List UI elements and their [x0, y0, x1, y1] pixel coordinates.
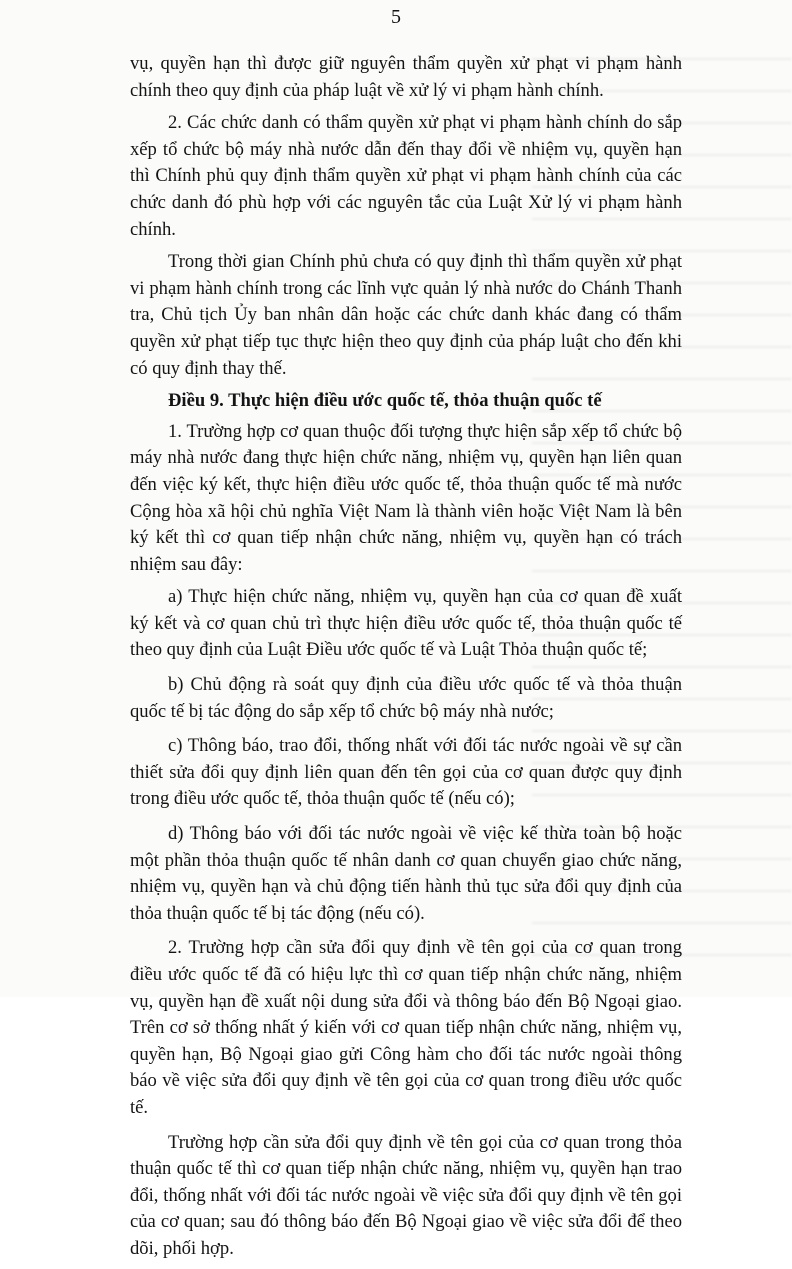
list-item-c: c) Thông báo, trao đổi, thống nhất với đối tác nước ngoài về sự cần thiết sửa đổi quy định liên quan đến tên gọi của cơ quan được quy định trong điều ước quốc tế, thỏa thuận quốc tế (nếu có);: [130, 735, 682, 810]
paragraph-article-9-clause-2: 2. Trường hợp cần sửa đổi quy định về tên gọi của cơ quan trong điều ước quốc tế đã có hiệu lực thì cơ quan tiếp nhận chức năng, nhiệm vụ, quyền hạn đề xuất nội dung sửa đổi và thông báo đến Bộ Ngoại giao. Trên cơ sở thống nhất ý kiến với cơ quan tiếp nhận chức năng, nhiệm vụ, quyền hạn, Bộ Ngoại giao gửi Công hàm cho đối tác nước ngoài thông báo về việc sửa đổi quy định về tên gọi của cơ quan trong điều ước quốc tế.: [130, 937, 682, 1118]
article-9-heading: Điều 9. Thực hiện điều ước quốc tế, thỏa thuận quốc tế: [168, 390, 602, 412]
paragraph-article-9-clause-1: 1. Trường hợp cơ quan thuộc đối tượng thực hiện sắp xếp tổ chức bộ máy nhà nước đang thực hiện chức năng, nhiệm vụ, quyền hạn liên quan đến việc ký kết, thực hiện điều ước quốc tế, thỏa thuận quốc tế mà nước Cộng hòa xã hội chủ nghĩa Việt Nam là thành viên hoặc Việt Nam là bên ký kết thì cơ quan tiếp nhận chức năng, nhiệm vụ, quyền hạn có trách nhiệm sau đây:: [130, 420, 682, 575]
list-item-b: b) Chủ động rà soát quy định của điều ước quốc tế và thỏa thuận quốc tế bị tác động do sắp xếp tổ chức bộ máy nhà nước;: [130, 674, 682, 722]
paragraph-continuation: vụ, quyền hạn thì được giữ nguyên thẩm quyền xử phạt vi phạm hành chính theo quy định của pháp luật về xử lý vi phạm hành chính.: [130, 53, 682, 101]
page-number: 5: [391, 6, 401, 28]
paragraph-transition: Trong thời gian Chính phủ chưa có quy định thì thẩm quyền xử phạt vi phạm hành chính trong các lĩnh vực quản lý nhà nước do Chánh Thanh tra, Chủ tịch Ủy ban nhân dân hoặc các chức danh khác đang có thẩm quyền xử phạt tiếp tục thực hiện theo quy định của pháp luật cho đến khi có quy định thay thế.: [130, 251, 682, 379]
list-item-d: d) Thông báo với đối tác nước ngoài về việc kế thừa toàn bộ hoặc một phần thỏa thuận quốc tế nhân danh cơ quan chuyển giao chức năng, nhiệm vụ, quyền hạn và chủ động tiến hành thủ tục sửa đổi quy định của thỏa thuận quốc tế bị tác động (nếu có).: [130, 823, 682, 924]
document-body: [130, 51, 682, 1269]
paragraph-clause-2: 2. Các chức danh có thẩm quyền xử phạt vi phạm hành chính do sắp xếp tổ chức bộ máy nhà nước dẫn đến thay đổi về nhiệm vụ, quyền hạn thì Chính phủ quy định thẩm quyền xử phạt vi phạm hành chính của các chức danh đó phù hợp với các nguyên tắc của Luật Xử lý vi phạm hành chính.: [130, 112, 682, 240]
list-item-a: a) Thực hiện chức năng, nhiệm vụ, quyền hạn của cơ quan đề xuất ký kết và cơ quan chủ trì thực hiện điều ước quốc tế, thỏa thuận quốc tế theo quy định của Luật Điều ước quốc tế và Luật Thỏa thuận quốc tế;: [130, 586, 682, 661]
paragraph-agreement-rename: Trường hợp cần sửa đổi quy định về tên gọi của cơ quan trong thỏa thuận quốc tế thì cơ quan tiếp nhận chức năng, nhiệm vụ, quyền hạn trao đổi, thống nhất với đối tác nước ngoài về việc sửa đổi quy định về tên gọi của cơ quan; sau đó thông báo đến Bộ Ngoại giao về việc sửa đổi để theo dõi, phối hợp.: [130, 1131, 682, 1259]
